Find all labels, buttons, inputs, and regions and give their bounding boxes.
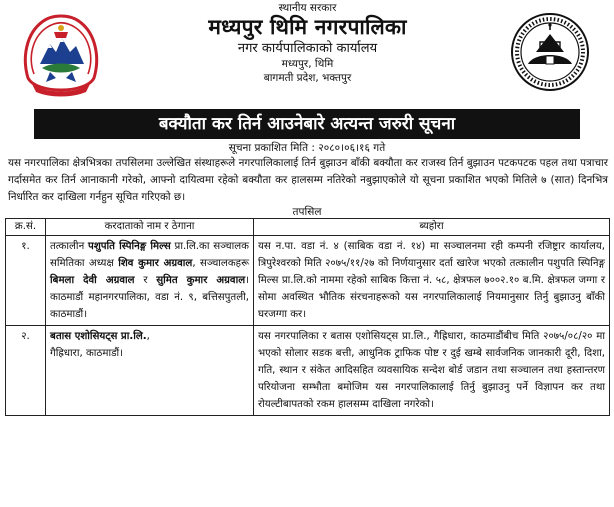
letterhead [110, 2, 505, 85]
row-serial: १. [6, 236, 46, 326]
header-description: ब्यहोरा [254, 219, 610, 236]
address-line-1: मध्यपुर, थिमि [281, 57, 334, 70]
taxpayer-text: , सञ्चालकहरू [192, 258, 249, 269]
table-header-row [6, 219, 610, 236]
taxpayer-text: तत्कालीन [50, 241, 85, 252]
row-description: यस न.पा. वडा नं. ४ (साबिक वडा नं. १४) मा सञ्चालनमा रही कम्पनी रजिष्ट्रार कार्यालय, त्रिपुरेश्वरको मिति २०७५/११/२७ को निर्णयानुसार दर्ता खारेज भएको तत्कालीन पशुपति स्पिनिङ्ग मिल्स प्रा.लि.को नाममा रहेको साबिक कित्ता नं. ५८, क्षेत्रफल ७००२.१० ब.मि. क्षेत्रफल जग्गा र सोमा अवस्थित भौतिक संरचनाहरूको यस नगरपालिकालाई नियमानुसार तिर्नु बुझाउनु बाँकी घरजग्गा कर। [254, 236, 610, 326]
nepal-emblem-icon [20, 8, 102, 100]
office-subtitle: नगर कार्यपालिकाको कार्यालय [237, 40, 378, 56]
company-name: बतास एशोसियट्स प्रा.लि. [50, 331, 147, 342]
defaulters-table [5, 218, 610, 416]
taxpayer-address: । काठमाडौं महानगरपालिका, वडा नं. ९, बत्तिसपुतली, काठमाडौं। [50, 275, 249, 320]
taxpayer-address: गैह्रिधारा, काठमाडौं। [50, 348, 124, 359]
details-heading: तपसिल [292, 206, 322, 218]
row-taxpayer [46, 236, 254, 326]
taxpayer-text: र [143, 275, 148, 286]
taxpayer-text: , [146, 331, 150, 342]
person-name: बिमला देवी अग्रवाल [50, 275, 135, 286]
published-date: सूचना प्रकाशित मिति : २०८०।०६।१६ गते [228, 142, 386, 154]
notice-intro-paragraph: यस नगरपालिका क्षेत्रभित्रका तपसिलमा उल्लेखित संस्थाहरूले नगरपालिकालाई तिर्न बुझाउन बाँकी बक्यौता कर राजस्व तिर्न बुझाउन पटकपटक पहल तथा पत्राचार गर्दासमेत कर तिर्न आनाकानी गरेको, आफ्नो दायित्वमा रहेको बक्यौता कर हालसम्म नतिरेको नबुझाएकोले यो सूचना प्रकाशित भएको मितिले ७ (सात) दिनभित्र निर्धारित कर दाखिला गर्नहुन सूचित गरिएको छ। [8, 157, 608, 203]
person-name: सुमित कुमार अग्रवाल [156, 275, 246, 286]
taxpayer-text: प्रा.लि.का सञ्चालक समितिका अध्यक्ष [50, 241, 249, 269]
row-description: यस नगरपालिका र बतास एशोसियट्स प्रा.लि., गैह्रिधारा, काठमाडौंबीच मिति २०७५/०८/२० मा भएको सोलार सडक बत्ती, आधुनिक ट्राफिक पोष्ट र दुई खम्बे सार्वजनिक जानकारी दूरी, दिशा, गति, स्थान र संकेत आदिसहित व्यवसायिक सन्देश बोर्ड जडान तथा सञ्चालन तथा हस्तान्तरण परियोजना सम्भौता बमोजिम यस नगरपालिकालाई तिर्नु बुझाउनु पर्ने विज्ञापन कर तथा रोयल्टीबापतको रकम हालसम्म दाखिला नगरेको। [254, 326, 610, 416]
header-serial: क्र.सं. [6, 219, 46, 236]
government-label: स्थानीय सरकार [278, 2, 337, 14]
table-row [6, 326, 610, 416]
notice-title-banner: बक्यौता कर तिर्न आउनेबारे अत्यन्त जरुरी सूचना [34, 109, 580, 139]
row-taxpayer [46, 326, 254, 416]
municipality-seal-icon [510, 12, 590, 92]
company-name: पशुपति स्पिनिङ्ग मिल्स [88, 241, 171, 252]
header-taxpayer: करदाताको नाम र ठेगाना [46, 219, 254, 236]
address-line-2: बागमती प्रदेश, भक्तपुर [263, 72, 352, 85]
person-name: शिव कुमार अग्रवाल [118, 258, 193, 269]
table-row [6, 236, 610, 326]
row-serial: २. [6, 326, 46, 416]
office-name: मध्यपुर थिमि नगरपालिका [208, 14, 407, 39]
